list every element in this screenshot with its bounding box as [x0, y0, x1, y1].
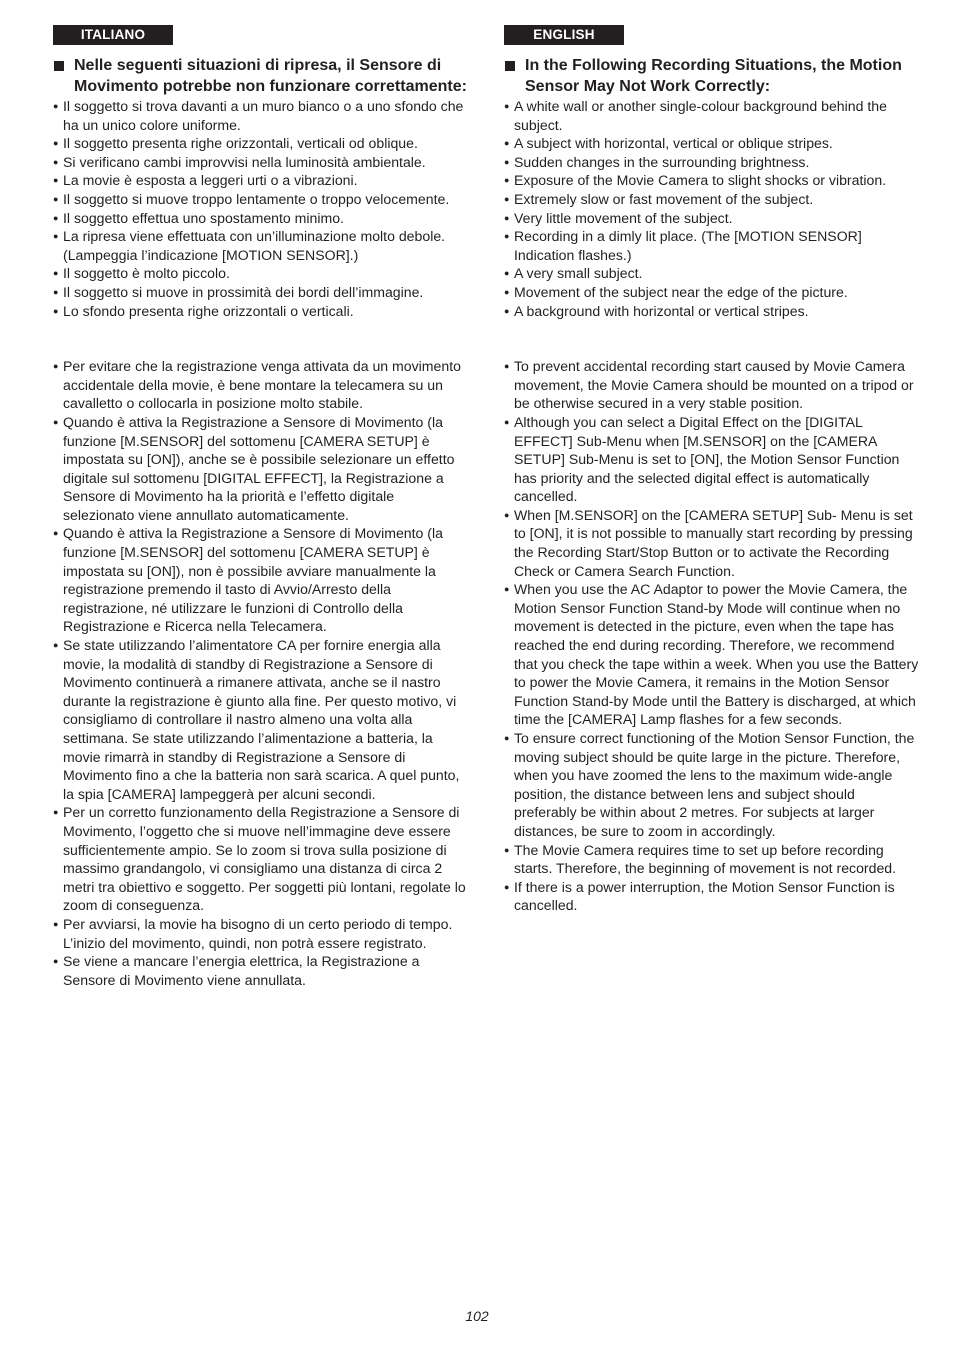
list-item	[504, 729, 920, 841]
bullet-icon: ●	[53, 268, 59, 279]
bullet-icon: ●	[504, 212, 510, 223]
bullet-icon: ●	[53, 956, 59, 967]
list-item	[53, 915, 468, 952]
situations-list-italian	[53, 97, 468, 320]
list-item-text: Quando è attiva la Registrazione a Sensore di Movimento (la funzione [M.SENSOR] del sottomenu [CAMERA SETUP] è impostata su [ON]), non è possibile avviare manualmente la registrazione premendo il tasto di Avvio/Arresto della registrazione, né utilizzare le funzioni di Controllo della Registrazione e Ricerca nella Telecamera.	[63, 525, 443, 635]
bullet-icon: ●	[53, 138, 59, 149]
list-item	[53, 636, 468, 803]
heading-text: In the Following Recording Situations, the Motion Sensor May Not Work Correctly:	[525, 57, 902, 95]
list-item-text: A subject with horizontal, vertical or oblique stripes.	[514, 135, 833, 152]
list-item	[504, 841, 920, 878]
list-item	[504, 878, 920, 915]
list-item	[504, 413, 920, 506]
list-item-text: Il soggetto presenta righe orizzontali, verticali od oblique.	[63, 135, 418, 152]
section-heading-english	[504, 56, 920, 97]
bullet-icon: ●	[504, 733, 510, 743]
list-item	[53, 283, 468, 302]
list-item-text: Movement of the subject near the edge of the picture.	[514, 283, 848, 300]
list-item-text: La ripresa viene effettuata con un’illuminazione molto debole. (Lampeggia l’indicazione [MOTION SENSOR].)	[63, 228, 446, 263]
list-item	[53, 803, 468, 915]
list-item-text: Per un corretto funzionamento della Registrazione a Sensore di Movimento, l’oggetto che si muove nell’immagine deve essere sufficientemente ampio. Se lo zoom si trova sulla posizione di massimo grandangolo, vi consigliamo una distanza di circa 2 metri tra obiettivo e soggetto. Per soggetti più lontani, regolate lo zoom di conseguenza.	[63, 804, 466, 914]
bullet-icon: ●	[504, 881, 510, 892]
italian-column	[53, 25, 468, 989]
bullet-icon: ●	[53, 193, 59, 204]
bullet-icon: ●	[53, 918, 59, 929]
list-item	[53, 153, 468, 172]
notes-list-english	[504, 357, 920, 915]
bullet-icon: ●	[53, 807, 59, 818]
list-item-text: La movie è esposta a leggeri urti o a vibrazioni.	[63, 172, 358, 189]
list-item	[53, 171, 468, 190]
bullet-icon: ●	[53, 175, 59, 186]
list-item-text: To ensure correct functioning of the Motion Sensor Function, the moving subject should be quite large in the picture. Therefore, when you have zoomed the lens to the maximum wide-angle position, the distance between lens and subject should preferably be within about 2 metres. For subjects at larger distances, be sure to zoom in accordingly.	[514, 730, 915, 839]
bullet-icon: ●	[53, 101, 59, 111]
list-item-text: Il soggetto è molto piccolo.	[63, 265, 230, 282]
list-item-text: When [M.SENSOR] on the [CAMERA SETUP] Sub- Menu is set to [ON], it is not possible to manually start recording by pressing the Recording Start/Stop Button or to activate the Recording Check or Camera Search Function.	[514, 506, 913, 579]
list-item	[504, 97, 920, 134]
list-item-text: Quando è attiva la Registrazione a Sensore di Movimento (la funzione [M.SENSOR] del sottomenu [CAMERA SETUP] è impostata su [ON]), anche se è possibile selezionare un effetto digitale sul sottomenu [DIGITAL EFFECT], la Registrazione a Sensore di Movimento ha la priorità e l’effetto digitale selezionato viene annullato automaticamente.	[63, 413, 455, 523]
bullet-icon: ●	[504, 175, 510, 186]
list-item-text: To prevent accidental recording start caused by Movie Camera movement, the Movie Camera should be mounted on a tripod or be otherwise secured in a very stable position.	[514, 358, 914, 412]
list-item	[504, 227, 920, 264]
notes-list-italian	[53, 357, 468, 989]
bullet-icon: ●	[53, 528, 59, 539]
list-item	[504, 302, 920, 321]
bullet-icon: ●	[504, 844, 510, 855]
bullet-icon: ●	[53, 212, 59, 223]
bullet-icon: ●	[504, 361, 510, 372]
list-item	[53, 357, 468, 413]
list-item	[504, 209, 920, 228]
list-item	[504, 264, 920, 283]
list-item-text: When you use the AC Adaptor to power the Movie Camera, the Motion Sensor Function Stand-by Mode will continue when no movement is detected in the picture, even when the tape has reached the end during recording. Therefore, we recommend that you check the tape within a week. When you use the Battery to power the Movie Camera, it remains in the Motion Sensor Function Stand-by Mode until the Battery is discharged, at which time the [CAMERA] Lamp flashes for a few seconds.	[514, 581, 919, 728]
list-item	[53, 952, 468, 989]
language-badge-english: ENGLISH	[504, 25, 624, 45]
list-item	[53, 264, 468, 283]
list-item	[504, 134, 920, 153]
bullet-icon: ●	[504, 231, 510, 242]
list-item-text: Very little movement of the subject.	[514, 209, 733, 226]
list-item	[504, 506, 920, 580]
situations-list-english	[504, 97, 920, 320]
bullet-icon: ●	[53, 305, 59, 316]
list-item	[53, 524, 468, 636]
english-column	[504, 25, 920, 915]
square-bullet-icon	[54, 61, 64, 71]
bullet-icon: ●	[53, 361, 59, 372]
bullet-icon: ●	[53, 416, 59, 427]
list-item-text: Il soggetto si muove troppo lentamente o troppo velocemente.	[63, 190, 450, 207]
list-item	[504, 357, 920, 413]
list-item-text: Il soggetto effettua uno spostamento minimo.	[63, 209, 345, 226]
heading-text: Nelle seguenti situazioni di ripresa, il Sensore di Movimento potrebbe non funzionare correttamente:	[74, 57, 467, 95]
bullet-icon: ●	[504, 509, 510, 520]
bullet-icon: ●	[504, 193, 510, 204]
bullet-icon: ●	[504, 584, 510, 595]
list-item	[504, 190, 920, 209]
list-item-text: Il soggetto si trova davanti a un muro bianco o a uno sfondo che ha un unico colore uniforme.	[63, 98, 464, 133]
square-bullet-icon	[505, 61, 515, 71]
list-item-text: Recording in a dimly lit place. (The [MOTION SENSOR] Indication flashes.)	[514, 228, 862, 263]
list-item-text: A white wall or another single-colour background behind the subject.	[514, 98, 887, 133]
bullet-icon: ●	[504, 305, 510, 316]
list-item-text: Per evitare che la registrazione venga attivata da un movimento accidentale della movie, è bene montare la telecamera su un cavalletto o collocarla in posizione molto stabile.	[63, 358, 461, 412]
list-item-text: Extremely slow or fast movement of the subject.	[514, 190, 814, 207]
page-number: 102	[465, 1308, 489, 1324]
list-item	[504, 153, 920, 172]
list-item	[53, 302, 468, 321]
list-item-text: Se viene a mancare l’energia elettrica, la Registrazione a Sensore di Movimento viene annullata.	[63, 953, 420, 988]
list-item	[53, 134, 468, 153]
list-item	[53, 209, 468, 228]
list-item-text: Lo sfondo presenta righe orizzontali o verticali.	[63, 302, 354, 319]
list-item-text: A very small subject.	[514, 265, 643, 282]
list-item	[53, 227, 468, 264]
language-badge-italian: ITALIANO	[53, 25, 173, 45]
list-item	[504, 283, 920, 302]
list-item-text: Although you can select a Digital Effect on the [DIGITAL EFFECT] Sub-Menu when [M.SENSOR] on the [CAMERA SETUP] Sub-Menu is set to [ON], the Motion Sensor Function has priority and the selected digital effect is automatically cancelled.	[514, 413, 900, 505]
bullet-icon: ●	[504, 416, 510, 427]
section-heading-italian	[53, 56, 468, 97]
bullet-icon: ●	[504, 268, 510, 279]
list-item-text: The Movie Camera requires time to set up before recording starts. Therefore, the beginning of movement is not recorded.	[514, 841, 897, 877]
bullet-icon: ●	[53, 156, 59, 167]
bullet-icon: ●	[53, 640, 59, 651]
bullet-icon: ●	[504, 101, 510, 111]
bullet-icon: ●	[504, 286, 510, 297]
list-item-text: If there is a power interruption, the Motion Sensor Function is cancelled.	[514, 878, 895, 914]
list-item	[504, 580, 920, 729]
list-item-text: Sudden changes in the surrounding brightness.	[514, 153, 810, 170]
list-item-text: Il soggetto si muove in prossimità dei bordi dell’immagine.	[63, 283, 424, 300]
list-item-text: Se state utilizzando l’alimentatore CA per fornire energia alla movie, la modalità di standby di Registrazione a Sensore di Movimento continuerà a rimanere attivata, anche se il nastro durante la registrazione è giunto alla fine. Per questo motivo, vi consigliamo di controllare il nastro almeno una volta alla settimana. Se state utilizzando l’alimentazione a batteria, la movie rimarrà in standby di Registrazione a Sensore di Movimento fino a che la batteria non sarà scarica. A quel punto, la spia [CAMERA] lampeggerà per alcuni secondi.	[63, 637, 460, 802]
list-item-text: Per avviarsi, la movie ha bisogno di un certo periodo di tempo. L’inizio del movimento, quindi, non potrà essere registrato.	[63, 915, 453, 951]
list-item	[53, 190, 468, 209]
list-item	[53, 97, 468, 134]
list-item	[504, 171, 920, 190]
bullet-icon: ●	[504, 138, 510, 149]
list-item-text: A background with horizontal or vertical stripes.	[514, 302, 809, 319]
list-item-text: Exposure of the Movie Camera to slight shocks or vibration.	[514, 172, 887, 189]
bullet-icon: ●	[504, 156, 510, 167]
list-item	[53, 413, 468, 525]
bullet-icon: ●	[53, 286, 59, 297]
list-item-text: Si verificano cambi improvvisi nella luminosità ambientale.	[63, 153, 426, 170]
bullet-icon: ●	[53, 231, 59, 242]
